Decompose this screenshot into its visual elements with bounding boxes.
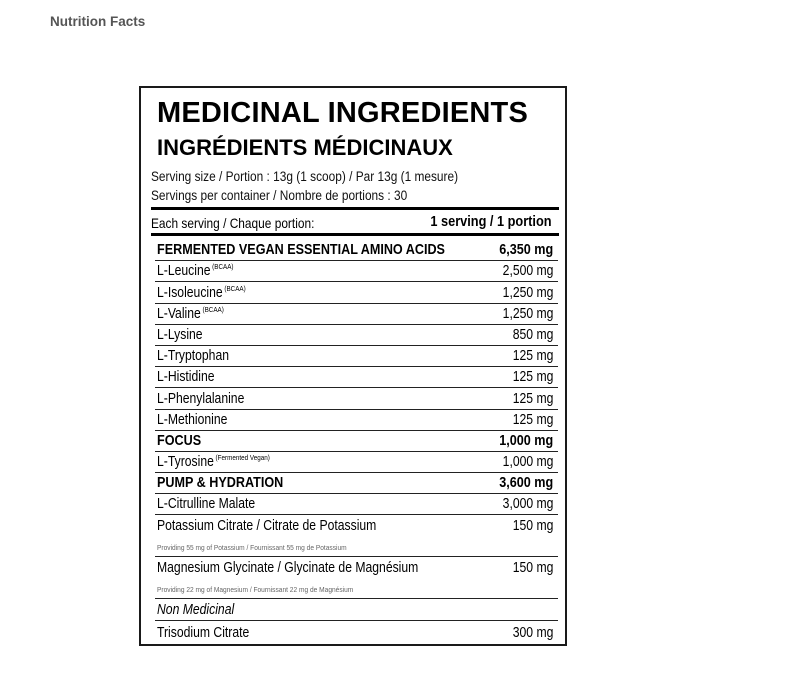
ingredient-row (155, 367, 558, 388)
ingredient-row (155, 494, 558, 515)
ingredient-amount: 1,000 mg (499, 431, 553, 449)
ingredient-amount: 150 mg (512, 560, 553, 577)
medicinal-ingredients-label (139, 86, 567, 646)
ingredient-row (155, 261, 558, 282)
ingredient-name: L-Isoleucine $^{(BCAA)}$ (157, 283, 246, 301)
divider-thick (151, 207, 559, 210)
ingredient-amount: 125 mg (512, 348, 553, 365)
ingredient-amount: 6,350 mg (499, 241, 553, 259)
ingredient-row (155, 452, 558, 473)
ingredient-superscript: (BCAA) (202, 304, 224, 314)
ingredient-amount: 3,000 mg (502, 496, 553, 513)
ingredient-row (155, 346, 558, 367)
ingredient-superscript: (Fermented Vegan) (215, 453, 270, 463)
ingredient-name: L-Phenylalanine (157, 390, 245, 407)
page-heading: Nutrition Facts (50, 14, 146, 29)
serving-size: Serving size / Portion : 13g (1 scoop) / Par 13g (1 mesure) (151, 169, 459, 184)
ingredient-amount: 2,500 mg (502, 263, 553, 280)
ingredient-name: Magnesium Glycinate / Glycinate de Magnésium (157, 560, 419, 577)
ingredient-row (155, 473, 558, 494)
ingredient-name: FERMENTED VEGAN ESSENTIAL AMINO ACIDS (157, 241, 445, 259)
ingredient-row (155, 388, 558, 409)
ingredient-amount: 125 mg (512, 390, 553, 407)
ingredient-superscript: (BCAA) (212, 262, 234, 272)
ingredient-list (155, 240, 558, 642)
divider-medium (151, 233, 559, 236)
ingredient-row (155, 282, 558, 303)
ingredient-amount: 1,000 mg (502, 454, 553, 471)
ingredient-amount: 1,250 mg (502, 305, 553, 322)
ingredient-amount: 150 mg (512, 518, 553, 535)
label-title-fr: INGRÉDIENTS MÉDICINAUX (157, 135, 453, 160)
ingredient-amount: 850 mg (512, 326, 553, 343)
ingredient-name: L-Leucine $^{(BCAA)}$ (157, 262, 234, 280)
ingredient-name: L-Tryptophan (157, 348, 230, 365)
ingredient-note: Providing 22 mg of Magnesium / Fournissant 22 mg de Magnésium (157, 585, 354, 595)
each-serving-value: 1 serving / 1 portion (430, 213, 552, 230)
ingredient-amount: 1,250 mg (502, 284, 553, 301)
ingredient-amount: 300 mg (512, 624, 553, 641)
ingredient-row (155, 240, 558, 261)
ingredient-name: FOCUS (157, 431, 202, 449)
ingredient-name: L-Lysine (157, 326, 203, 343)
ingredient-row (155, 557, 558, 599)
ingredient-superscript: (BCAA) (224, 283, 246, 293)
ingredient-name: L-Methionine (157, 411, 228, 428)
ingredient-row (155, 515, 558, 557)
ingredient-name: Non Medicinal (157, 601, 235, 618)
ingredient-row (155, 304, 558, 325)
section-heading-non-medicinal (155, 599, 558, 620)
ingredient-row (155, 431, 558, 452)
ingredient-name: Trisodium Citrate (157, 624, 250, 641)
ingredient-amount: 3,600 mg (499, 474, 553, 492)
ingredient-note: Providing 55 mg of Potassium / Fournissant 55 mg de Potassium (157, 543, 347, 553)
ingredient-name: L-Citrulline Malate (157, 496, 256, 513)
ingredient-row (155, 325, 558, 346)
each-serving-label: Each serving / Chaque portion: (151, 215, 315, 231)
ingredient-row (155, 410, 558, 431)
ingredient-name: PUMP & HYDRATION (157, 474, 284, 492)
ingredient-amount: 125 mg (512, 411, 553, 428)
ingredient-row (155, 621, 558, 642)
ingredient-name: L-Valine $^{(BCAA)}$ (157, 304, 224, 322)
label-title-en: MEDICINAL INGREDIENTS (157, 97, 529, 129)
ingredient-name: Potassium Citrate / Citrate de Potassium (157, 518, 377, 535)
ingredient-name: L-Histidine (157, 369, 215, 386)
ingredient-amount: 125 mg (512, 369, 553, 386)
ingredient-name: L-Tyrosine $^{(Fermented Vegan)}$ (157, 453, 270, 471)
servings-per-container: Servings per container / Nombre de portions : 30 (151, 188, 408, 203)
